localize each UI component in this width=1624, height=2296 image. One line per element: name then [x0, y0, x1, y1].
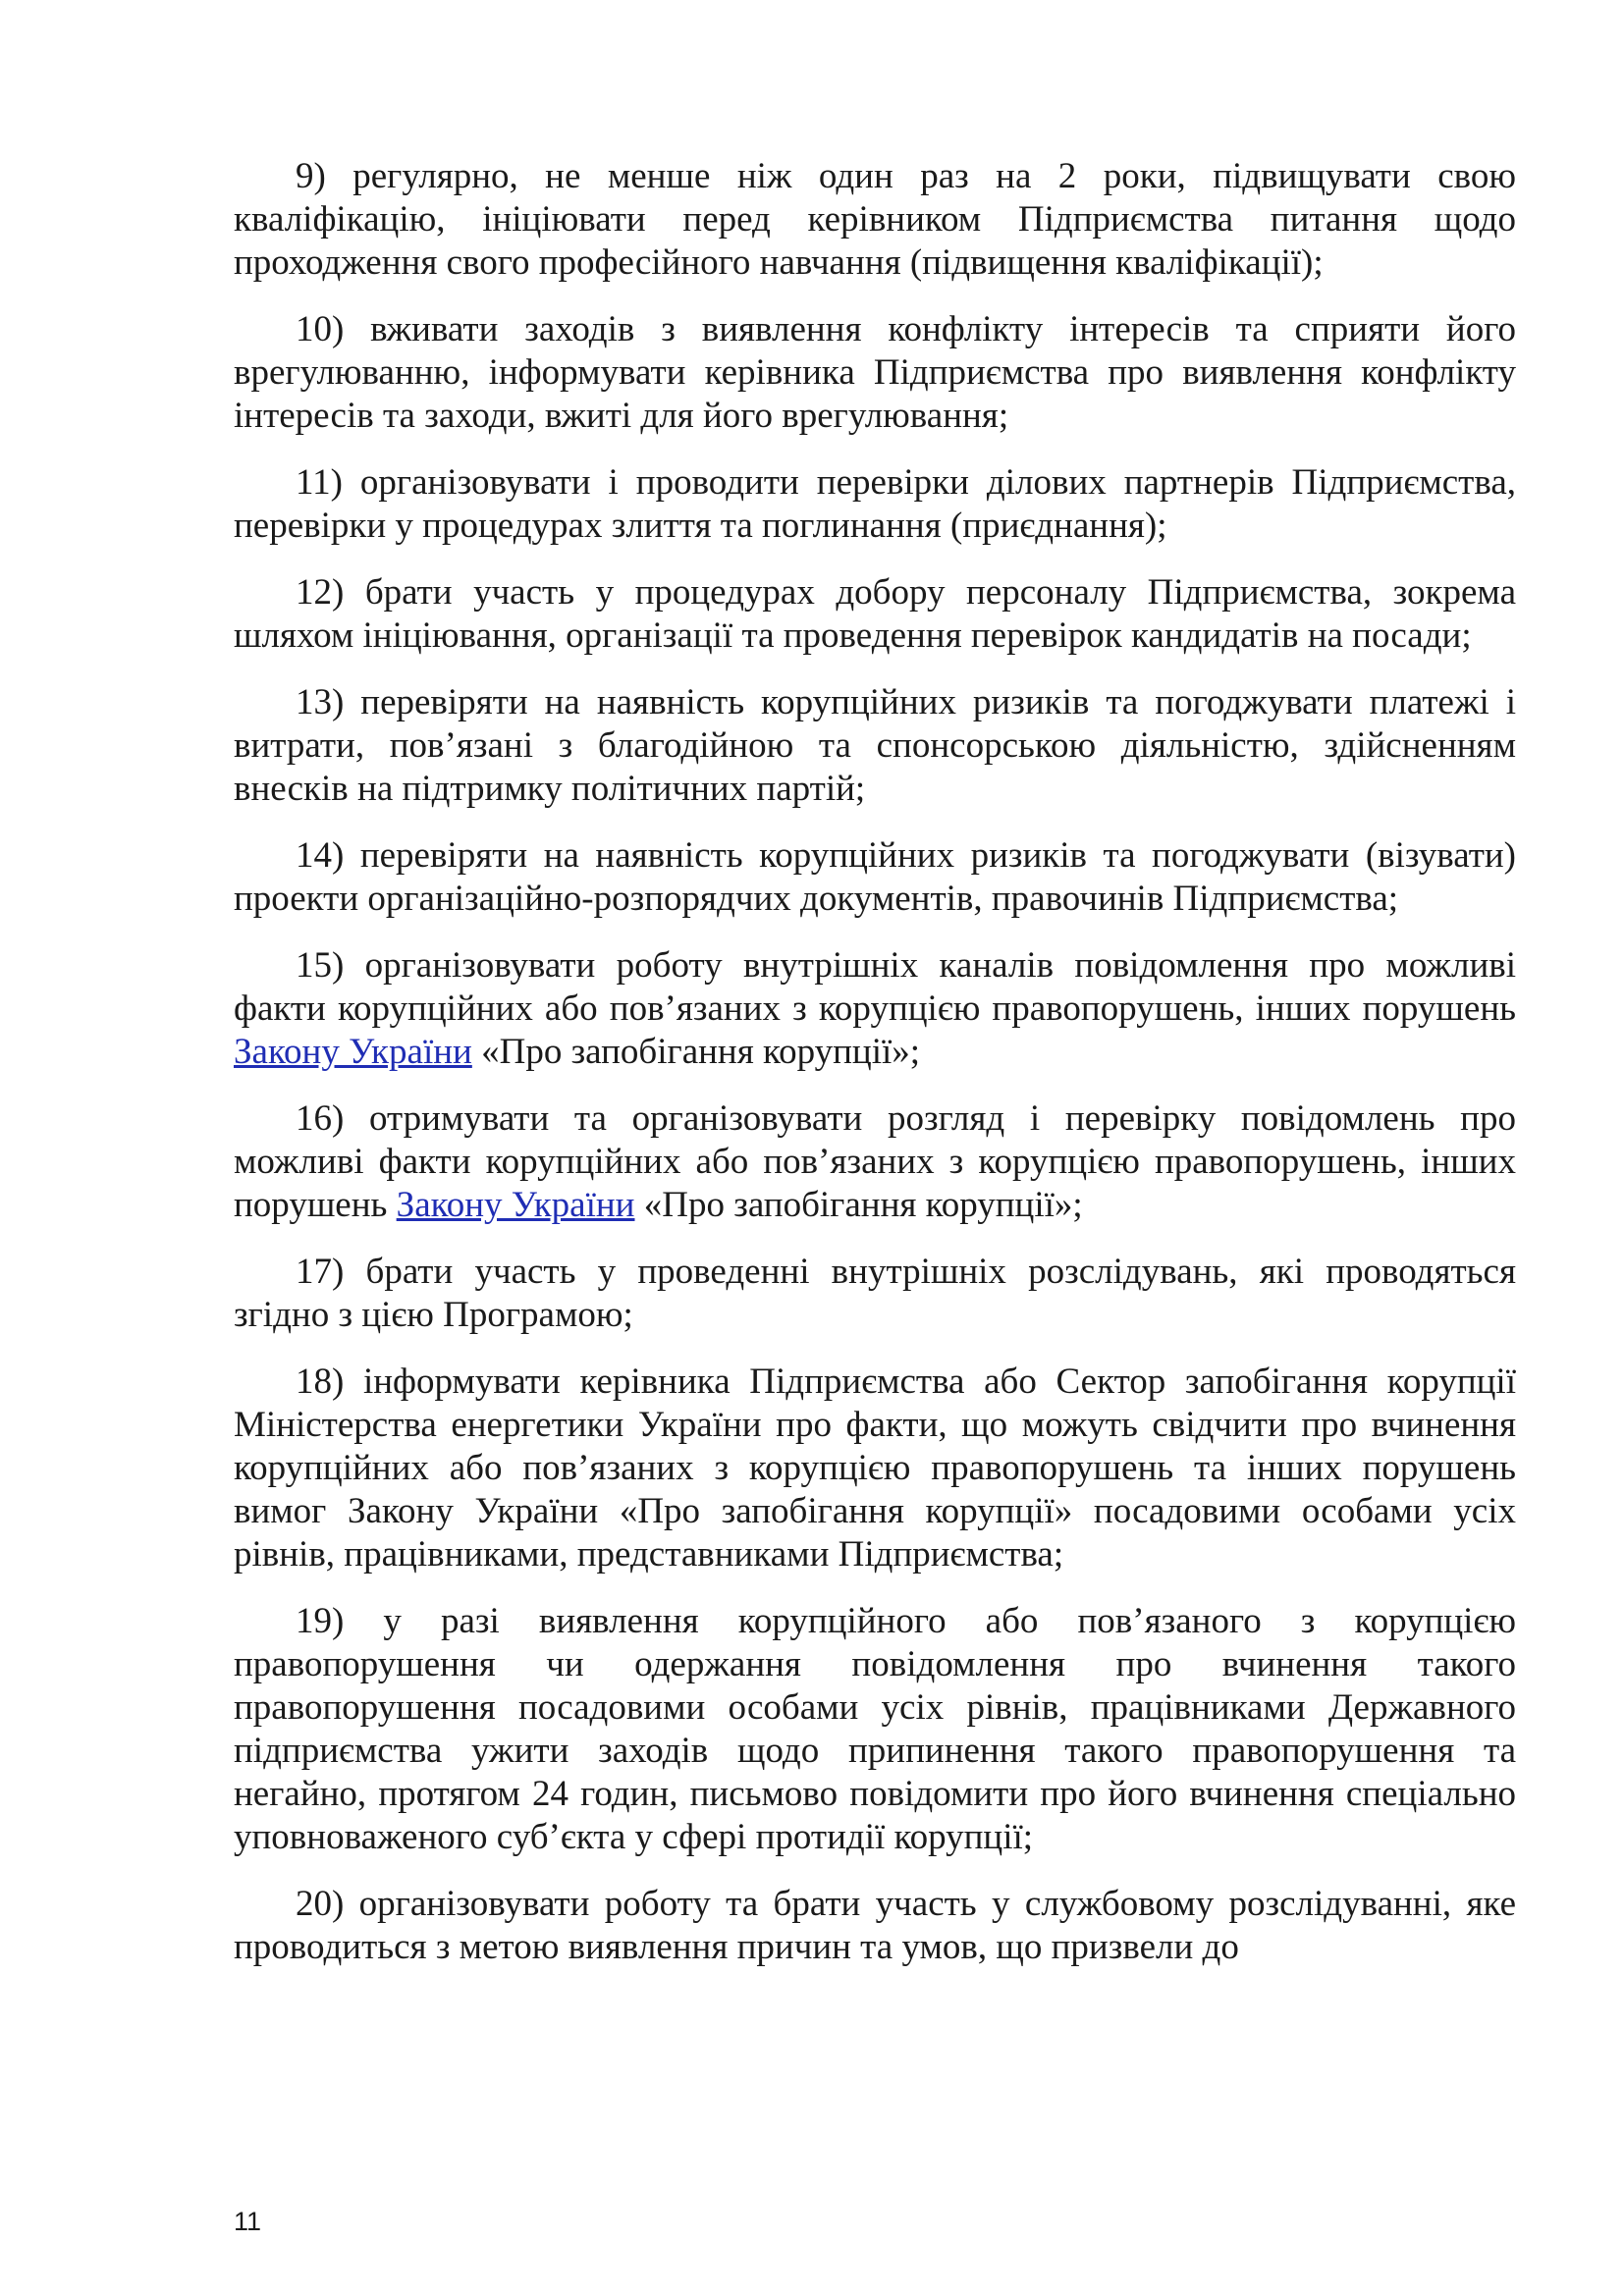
page-number: 11 [234, 2207, 262, 2236]
list-item-15-text-before: 15) організовувати роботу внутрішніх каналів повідомлення про можливі факти корупційних або пов’язаних з корупцією правопорушень, інших порушень [234, 945, 1516, 1029]
list-item-16-text-after: «Про запобігання корупції»; [634, 1185, 1083, 1225]
list-item-15-text-after: «Про запобігання корупції»; [471, 1032, 921, 1072]
list-item-16-text-before: 16) отримувати та організовувати розгляд і перевірку повідомлень про можливі факти корупційних або пов’язаних з корупцією правопорушень, інших порушень [234, 1098, 1516, 1225]
list-item-10: 10) вживати заходів з виявлення конфлікту інтересів та сприяти його врегулюванню, інформувати керівника Підприємства про виявлення конфлікту інтересів та заходи, вжиті для його врегулювання; [234, 309, 1516, 436]
law-of-ukraine-link[interactable]: Закону України [234, 1032, 472, 1072]
list-item-13: 13) перевіряти на наявність корупційних ризиків та погоджувати платежі і витрати, пов’язані з благодійною та спонсорською діяльністю, здійсненням внесків на підтримку політичних партій; [234, 682, 1516, 809]
list-item-12: 12) брати участь у процедурах добору персоналу Підприємства, зокрема шляхом ініціювання, організації та проведення перевірок кандидатів на посади; [234, 572, 1516, 656]
law-of-ukraine-link[interactable]: Закону України [396, 1185, 635, 1225]
list-item-20: 20) організовувати роботу та брати участь у службовому розслідуванні, яке проводиться з метою виявлення причин та умов, що призвели до [234, 1884, 1516, 1967]
list-item-15 [234, 944, 1516, 1074]
list-item-19: 19) у разі виявлення корупційного або пов’язаного з корупцією правопорушення чи одержання повідомлення про вчинення такого правопорушення посадовими особами усіх рівнів, працівниками Державного підприємства ужити заходів щодо припинення такого правопорушення та негайно, протягом 24 годин, письмово повідомити про його вчинення спеціально уповноваженого суб’єкта у сфері протидії корупції; [234, 1601, 1516, 1857]
document-page [234, 155, 1516, 1969]
list-item-9: 9) регулярно, не менше ніж один раз на 2 роки, підвищувати свою кваліфікацію, ініціювати перед керівником Підприємства питання щодо проходження свого професійного навчання (підвищення кваліфікації); [234, 156, 1516, 283]
list-item-11: 11) організовувати і проводити перевірки ділових партнерів Підприємства, перевірки у процедурах злиття та поглинання (приєднання); [234, 462, 1516, 546]
list-item-14: 14) перевіряти на наявність корупційних ризиків та погоджувати (візувати) проекти організаційно-розпорядчих документів, правочинів Підприємства; [234, 835, 1516, 919]
list-item-17: 17) брати участь у проведенні внутрішніх розслідувань, які проводяться згідно з цією Програмою; [234, 1252, 1516, 1335]
list-item-18: 18) інформувати керівника Підприємства або Сектор запобігання корупції Міністерства енергетики України про факти, що можуть свідчити про вчинення корупційних або пов’язаних з корупцією правопорушень та інших порушень вимог Закону України «Про запобігання корупції» посадовими особами усіх рівнів, працівниками, представниками Підприємства; [234, 1362, 1516, 1575]
list-item-16 [234, 1097, 1516, 1227]
